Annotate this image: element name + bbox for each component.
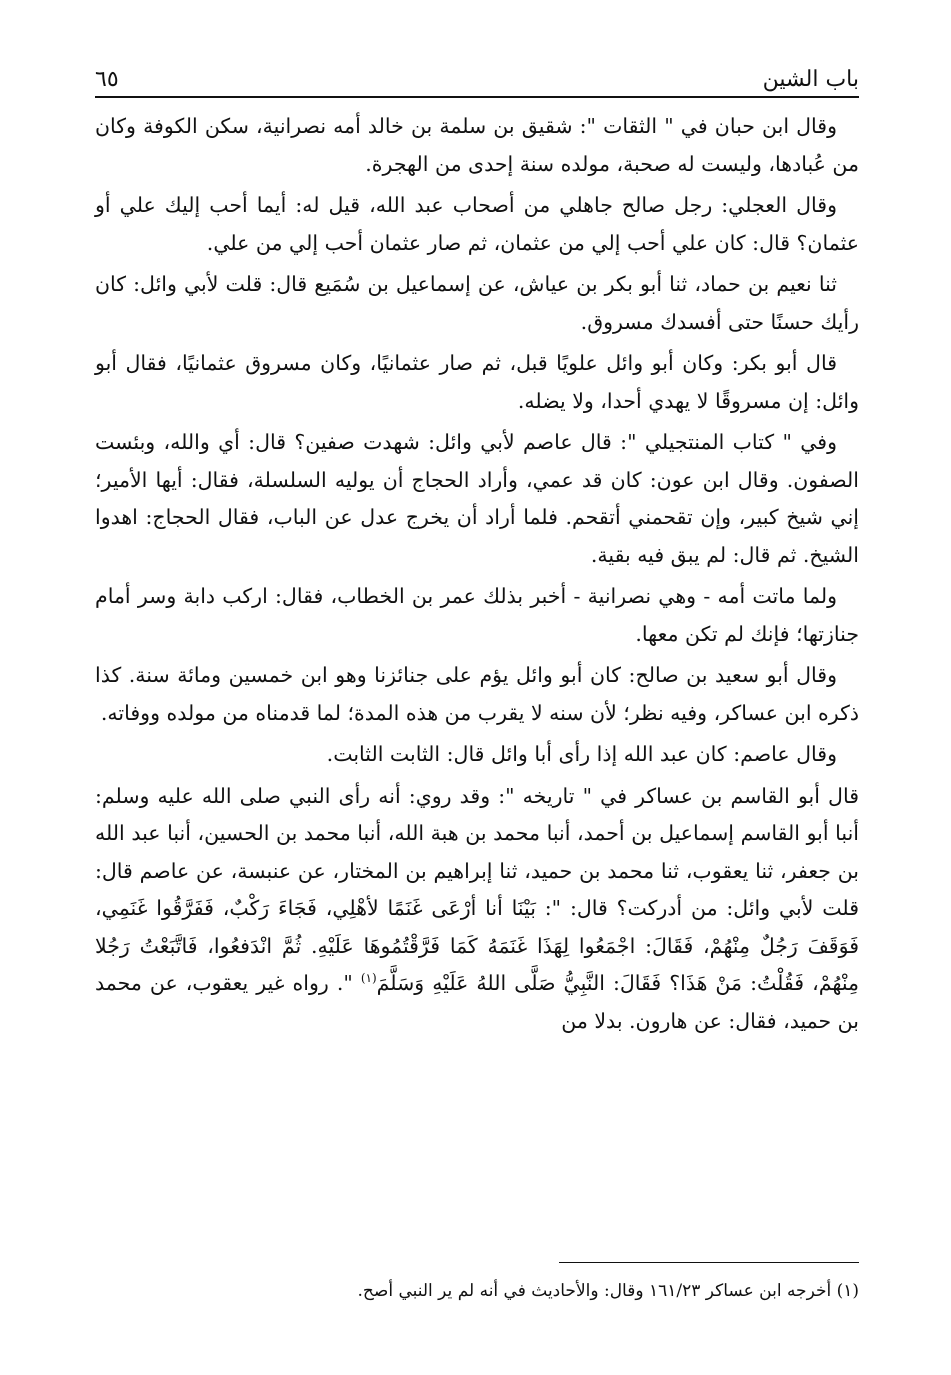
main-text [95, 108, 859, 1044]
paragraph-text-continued: ". رواه غير يعقوب، عن محمد بن حميد، فقال: عن هارون. بدلا من [95, 971, 859, 1033]
paragraph: ولما ماتت أمه - وهي نصرانية - أخبر بذلك عمر بن الخطاب، فقال: اركب دابة وسر أمام جنازتها؛ فإنك لم تكن معها. [95, 584, 859, 646]
page-header [95, 58, 859, 92]
chapter-title: باب الشين [762, 67, 859, 92]
paragraph: وقال أبو سعيد بن صالح: كان أبو وائل يؤم على جنائزنا وهو ابن خمسين ومائة سنة. كذا ذكره ابن عساكر، وفيه نظر؛ لأن سنه لا يقرب من هذه المدة؛ لما قدمناه من مولده ووفاته. [95, 663, 859, 725]
footnote-reference[interactable]: (١) [360, 971, 377, 986]
page-number: ٦٥ [95, 67, 119, 92]
paragraph: وقال العجلي: رجل صالح جاهلي من أصحاب عبد الله، قيل له: أيما أحب إليك علي أو عثمان؟ قال: كان علي أحب إلي من عثمان، ثم صار عثمان أحب إلي من علي. [95, 193, 859, 255]
header-divider [95, 96, 859, 98]
paragraph-text: قال أبو القاسم بن عساكر في " تاريخه ": وقد روي: أنه رأى النبي صلى الله عليه وسلم: أنبا أبو القاسم إسماعيل بن أحمد، أنبا محمد بن هبة الله، أنبا محمد بن الحسين، أنبا عبد الله بن جعفر، ثنا يعقوب، ثنا محمد بن حميد، ثنا إبراهيم بن المختار، عن عنبسة، عن عاصم قال: قلت لأبي وائل: من أدركت؟ قال: ": بَيْنَا أنا أرْعَى غَنَمًا لأهْلِي، فَجَاءَ رَكْبٌ، فَفَرَّقُوا غَنَمِي، فَوَقَفَ رَجُلٌ مِنْهُمْ، فَقَالَ: اجْمَعُوا لِهَذَا غَنَمَهُ كَمَا فَرَّقْتُمُوهَا عَلَيْهِ. ثُمَّ انْدَفعُوا، فَاتَّبَعْتُ رَجُلا مِنْهُمْ، فَقُلْتُ: مَنْ هَذَا؟ فَقَالَ: النَّبِيُّ صَلَّى اللهُ عَلَيْهِ وَسَلَّمَ [95, 783, 859, 995]
footnote-divider [559, 1262, 859, 1263]
footnote: (١) أخرجه ابن عساكر ١٦١/٢٣ وقال: والأحاديث في أنه لم ير النبي أصح. [357, 1281, 859, 1301]
paragraph: وفي " كتاب المنتجيلي ": قال عاصم لأبي وائل: شهدت صفين؟ قال: أي والله، وبئست الصفون. وقال ابن عون: كان قد عمي، وأراد الحجاج أن يوليه السلسلة، فقال: أيها الأمير؛ إني شيخ كبير، وإن تقحمني أتقحم. فلما أراد أن يخرج عدل عن الباب، فقال الحجاج: اهدوا الشيخ. ثم قال: لم يبق فيه بقية. [95, 430, 859, 567]
paragraph-with-footnote [95, 778, 859, 1041]
paragraph: وقال عاصم: كان عبد الله إذا رأى أبا وائل قال: الثابت الثابت. [326, 742, 837, 766]
paragraph: قال أبو بكر: وكان أبو وائل علويًا قبل، ثم صار عثمانيًا، وكان مسروق عثمانيًا، فقال أبو وائل: إن مسروقًا لا يهدي أحدا، ولا يضله. [95, 351, 859, 413]
paragraph: وقال ابن حبان في " الثقات ": شقيق بن سلمة بن خالد أمه نصرانية، سكن الكوفة وكان من عُبادها، وليست له صحبة، مولده سنة إحدى من الهجرة. [95, 114, 859, 176]
paragraph: ثنا نعيم بن حماد، ثنا أبو بكر بن عياش، عن إسماعيل بن سُمَيع قال: قلت لأبي وائل: كان رأيك حسنًا حتى أفسدك مسروق. [95, 272, 859, 334]
